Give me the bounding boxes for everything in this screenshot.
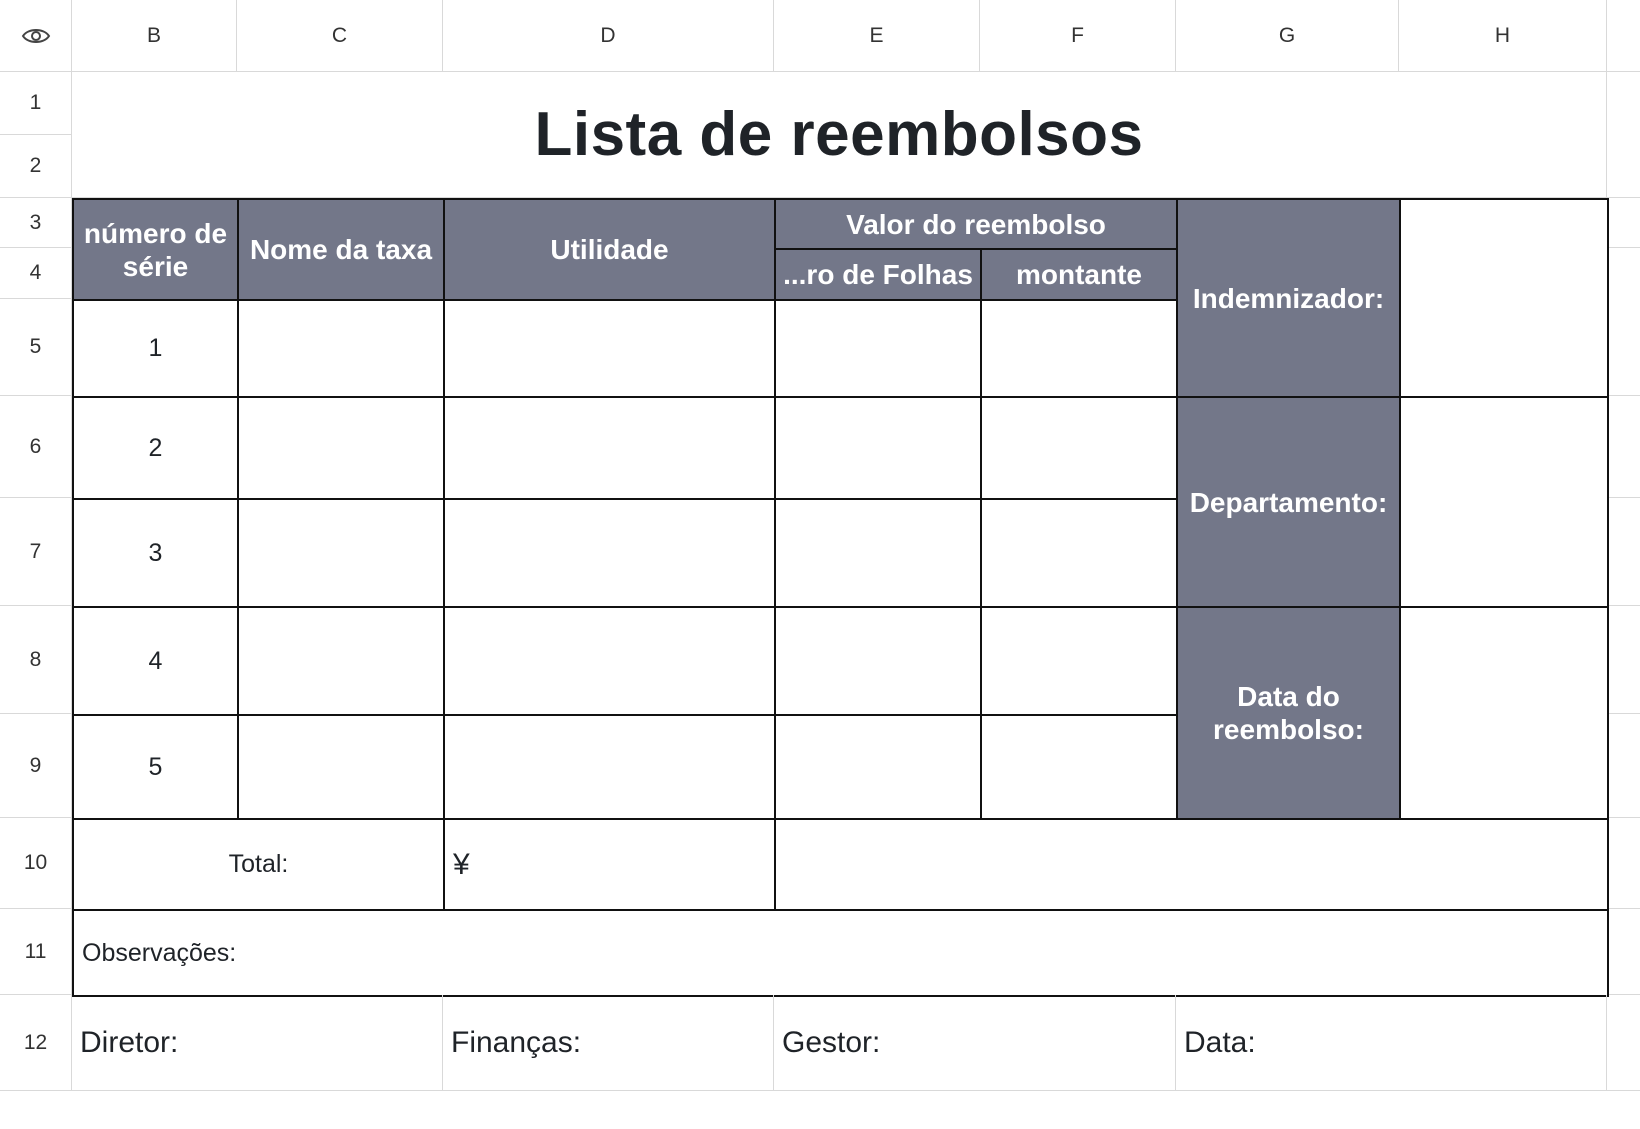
tax-name-cell[interactable] <box>237 714 445 820</box>
row-header-6[interactable]: 6 <box>0 396 72 498</box>
column-header-d[interactable]: D <box>443 0 774 72</box>
row-header-8[interactable]: 8 <box>0 606 72 714</box>
total-amount-in-words[interactable] <box>774 818 1609 911</box>
sheets-count-cell[interactable] <box>774 606 982 716</box>
label-indemnifier[interactable]: Indemnizador: <box>1176 198 1401 398</box>
column-header-e[interactable]: E <box>774 0 980 72</box>
overflow-cell <box>1607 714 1640 818</box>
utility-cell[interactable] <box>443 299 776 398</box>
sheets-count-cell[interactable] <box>774 299 982 398</box>
tax-name-cell[interactable] <box>237 606 445 716</box>
row-header-3[interactable]: 3 <box>0 198 72 248</box>
signature-finance[interactable]: Finanças: <box>443 995 774 1091</box>
row-header-5[interactable]: 5 <box>0 299 72 396</box>
value-indemnifier[interactable] <box>1399 198 1609 398</box>
total-value[interactable]: ¥ <box>443 818 776 911</box>
overflow-cell <box>1607 818 1640 909</box>
serial-cell[interactable]: 5 <box>72 714 239 820</box>
sheets-count-cell[interactable] <box>774 714 982 820</box>
serial-cell[interactable]: 1 <box>72 299 239 398</box>
signature-manager[interactable]: Gestor: <box>774 995 1176 1091</box>
header-amount-group[interactable]: Valor do reembolso <box>774 198 1178 250</box>
column-header-overflow <box>1607 0 1640 72</box>
serial-cell[interactable]: 3 <box>72 498 239 608</box>
row-header-9[interactable]: 9 <box>0 714 72 818</box>
sheet-title[interactable]: Lista de reembolsos <box>72 72 1607 198</box>
utility-cell[interactable] <box>443 714 776 820</box>
label-reimbursement-date[interactable]: Data do reembolso: <box>1176 606 1401 820</box>
value-reimbursement-date[interactable] <box>1399 606 1609 820</box>
serial-cell[interactable]: 4 <box>72 606 239 716</box>
overflow-cell <box>1607 498 1640 606</box>
tax-name-cell[interactable] <box>237 299 445 398</box>
sheets-count-cell[interactable] <box>774 498 982 608</box>
total-label[interactable]: Total: <box>72 818 445 911</box>
column-header-b[interactable]: B <box>72 0 237 72</box>
tax-name-cell[interactable] <box>237 396 445 500</box>
column-header-f[interactable]: F <box>980 0 1176 72</box>
header-utility[interactable]: Utilidade <box>443 198 776 301</box>
utility-cell[interactable] <box>443 498 776 608</box>
header-sheets-count[interactable]: ...ro de Folhas <box>774 248 982 301</box>
signature-director[interactable]: Diretor: <box>72 995 443 1091</box>
row-header-12[interactable]: 12 <box>0 995 72 1091</box>
header-serial-number[interactable]: número de série <box>72 198 239 301</box>
overflow-cell <box>1607 72 1640 198</box>
amount-cell[interactable] <box>980 299 1178 398</box>
amount-cell[interactable] <box>980 606 1178 716</box>
row-header-4[interactable]: 4 <box>0 248 72 299</box>
row-header-1[interactable]: 1 <box>0 72 72 135</box>
utility-cell[interactable] <box>443 606 776 716</box>
serial-cell[interactable]: 2 <box>72 396 239 500</box>
header-tax-name[interactable]: Nome da taxa <box>237 198 445 301</box>
row-header-7[interactable]: 7 <box>0 498 72 606</box>
overflow-cell <box>1607 198 1640 248</box>
overflow-cell <box>1607 248 1640 396</box>
overflow-cell <box>1607 909 1640 995</box>
sheets-count-cell[interactable] <box>774 396 982 500</box>
column-header-g[interactable]: G <box>1176 0 1399 72</box>
eye-icon <box>21 26 51 46</box>
label-department[interactable]: Departamento: <box>1176 396 1401 608</box>
select-all-corner[interactable] <box>0 0 72 72</box>
column-header-h[interactable]: H <box>1399 0 1607 72</box>
row-header-10[interactable]: 10 <box>0 818 72 909</box>
overflow-cell <box>1607 396 1640 498</box>
utility-cell[interactable] <box>443 396 776 500</box>
amount-cell[interactable] <box>980 714 1178 820</box>
row-header-11[interactable]: 11 <box>0 909 72 995</box>
value-department[interactable] <box>1399 396 1609 608</box>
notes-cell[interactable]: Observações: <box>72 909 1609 997</box>
header-amount[interactable]: montante <box>980 248 1178 301</box>
amount-cell[interactable] <box>980 396 1178 500</box>
column-header-c[interactable]: C <box>237 0 443 72</box>
amount-cell[interactable] <box>980 498 1178 608</box>
overflow-cell <box>1607 606 1640 714</box>
row-header-2[interactable]: 2 <box>0 135 72 198</box>
signature-date[interactable]: Data: <box>1176 995 1607 1091</box>
tax-name-cell[interactable] <box>237 498 445 608</box>
overflow-cell <box>1607 995 1640 1091</box>
